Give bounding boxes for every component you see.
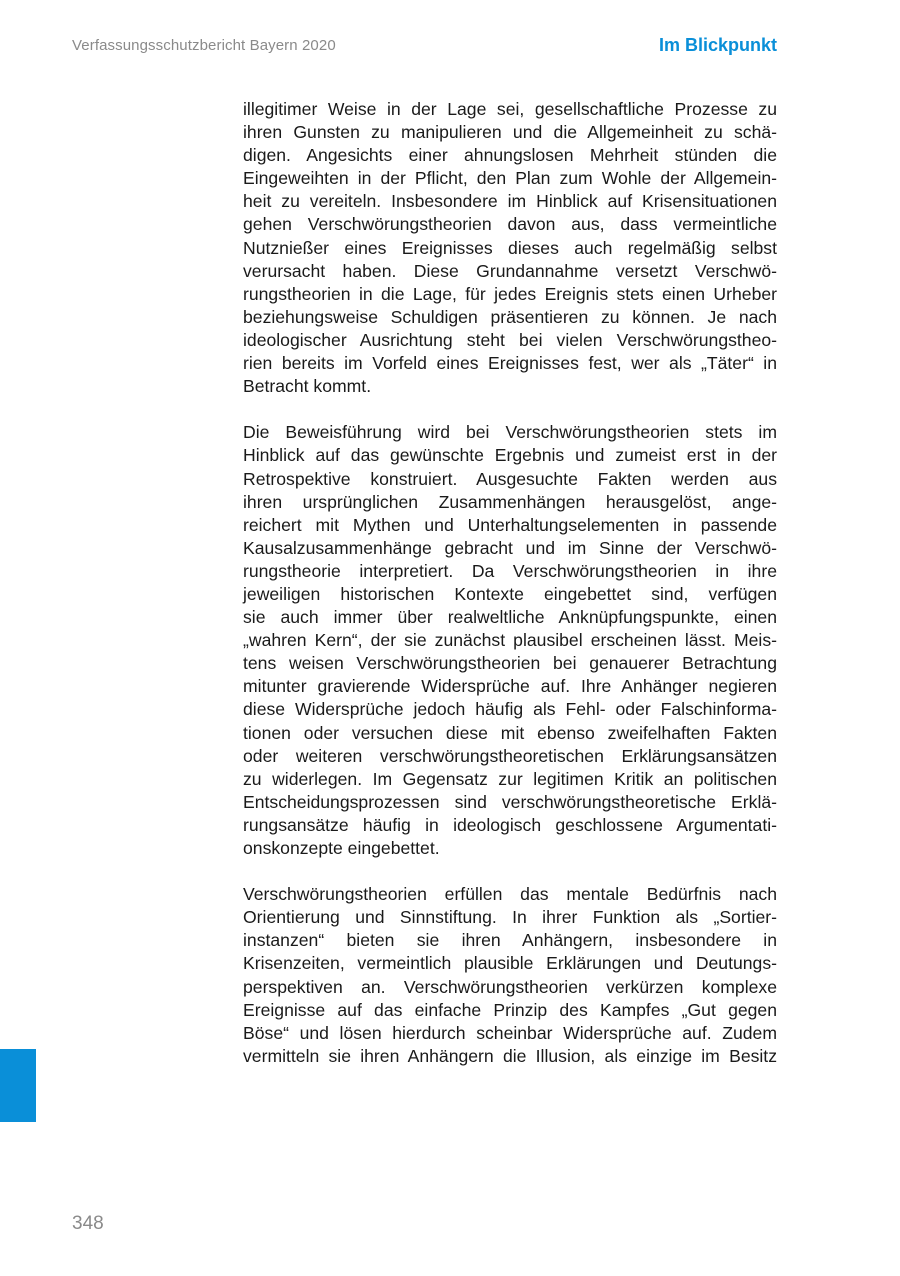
- text-line: digen. Angesichts einer ahnungslosen Mehrheit stünden die: [243, 145, 777, 166]
- text-line: tens weisen Verschwörungstheorien bei genauerer Betrachtung: [243, 653, 777, 674]
- text-line: Die Beweisführung wird bei Verschwörungstheorien stets im: [243, 422, 777, 443]
- text-line: mitunter gravierende Widersprüche auf. Ihre Anhänger negieren: [243, 676, 777, 697]
- text-line: Böse“ und lösen hierdurch scheinbar Widersprüche auf. Zudem: [243, 1022, 777, 1043]
- section-marker-tab: [0, 1049, 36, 1122]
- paragraph-3: [243, 883, 777, 1068]
- page-number: 348: [72, 1213, 104, 1234]
- text-line: tionen oder versuchen diese mit ebenso zweifelhaften Fakten: [243, 722, 777, 743]
- text-line: instanzen“ bieten sie ihren Anhängern, insbesondere in: [243, 930, 777, 951]
- text-line: verursacht haben. Diese Grundannahme versetzt Verschwö-: [243, 260, 777, 281]
- text-line: heit zu vereiteln. Insbesondere im Hinblick auf Krisensituationen: [243, 191, 777, 212]
- text-line: Nutznießer eines Ereignisses dieses auch regelmäßig selbst: [243, 237, 777, 258]
- text-line: beziehungsweise Schuldigen präsentieren zu können. Je nach: [243, 306, 777, 327]
- text-line: gehen Verschwörungstheorien davon aus, dass vermeintliche: [243, 214, 777, 235]
- text-line: rien bereits im Vorfeld eines Ereignisses fest, wer als „Täter“ in: [243, 353, 777, 374]
- text-line: Betracht kommt.: [243, 376, 372, 397]
- text-line: rungstheorien in die Lage, für jedes Ereignis stets einen Urheber: [243, 283, 777, 304]
- text-line: Entscheidungsprozessen sind verschwörungstheoretische Erklä-: [243, 791, 777, 812]
- text-line: sie auch immer über realweltliche Anknüpfungspunkte, einen: [243, 607, 777, 628]
- paragraph-2: [243, 421, 777, 860]
- text-line: ideologischer Ausrichtung steht bei vielen Verschwörungstheo-: [243, 329, 777, 350]
- text-line: ihren Gunsten zu manipulieren und die Allgemeinheit zu schä-: [243, 122, 777, 143]
- text-line: Ereignisse auf das einfache Prinzip des Kampfes „Gut gegen: [243, 999, 777, 1020]
- text-line: diese Widersprüche jedoch häufig als Fehl- oder Falschinforma-: [243, 699, 777, 720]
- text-line: onskonzepte eingebettet.: [243, 838, 440, 858]
- text-line: oder weiteren verschwörungstheoretischen Erklärungsansätzen: [243, 745, 777, 766]
- text-line: Eingeweihten in der Pflicht, den Plan zum Wohle der Allgemein-: [243, 168, 777, 189]
- text-line: rungsansätze häufig in ideologisch geschlossene Argumentati-: [243, 814, 777, 835]
- text-line: Retrospektive konstruiert. Ausgesuchte Fakten werden aus: [243, 468, 777, 489]
- text-line: jeweiligen historischen Kontexte eingebettet sind, verfügen: [243, 583, 777, 604]
- text-line: vermitteln sie ihren Anhängern die Illusion, als einzige im Besitz: [243, 1045, 777, 1066]
- text-line: zu widerlegen. Im Gegensatz zur legitimen Kritik an politischen: [243, 768, 777, 789]
- text-line: Kausalzusammenhänge gebracht und im Sinne der Verschwö-: [243, 537, 777, 558]
- text-line: illegitimer Weise in der Lage sei, gesellschaftliche Prozesse zu: [243, 99, 777, 119]
- text-line: Hinblick auf das gewünschte Ergebnis und zumeist erst in der: [243, 445, 777, 466]
- paragraph-1: [243, 98, 777, 398]
- running-header-publication: Verfassungsschutzbericht Bayern 2020: [72, 37, 336, 54]
- text-line: Krisenzeiten, vermeintlich plausible Erklärungen und Deutungs-: [243, 953, 777, 974]
- text-line: ihren ursprünglichen Zusammenhängen herausgelöst, ange-: [243, 491, 777, 512]
- text-line: rungstheorie interpretiert. Da Verschwörungstheorien in ihre: [243, 560, 777, 581]
- text-line: reichert mit Mythen und Unterhaltungselementen in passende: [243, 514, 777, 535]
- text-line: „wahren Kern“, der sie zunächst plausibel erscheinen lässt. Meis-: [243, 630, 777, 651]
- body-text: [243, 98, 777, 1091]
- text-line: perspektiven an. Verschwörungstheorien verkürzen komplexe: [243, 976, 777, 997]
- text-line: Verschwörungstheorien erfüllen das mentale Bedürfnis nach: [243, 884, 777, 905]
- running-header-section: Im Blickpunkt: [658, 35, 777, 55]
- text-line: Orientierung und Sinnstiftung. In ihrer Funktion als „Sortier-: [243, 907, 777, 928]
